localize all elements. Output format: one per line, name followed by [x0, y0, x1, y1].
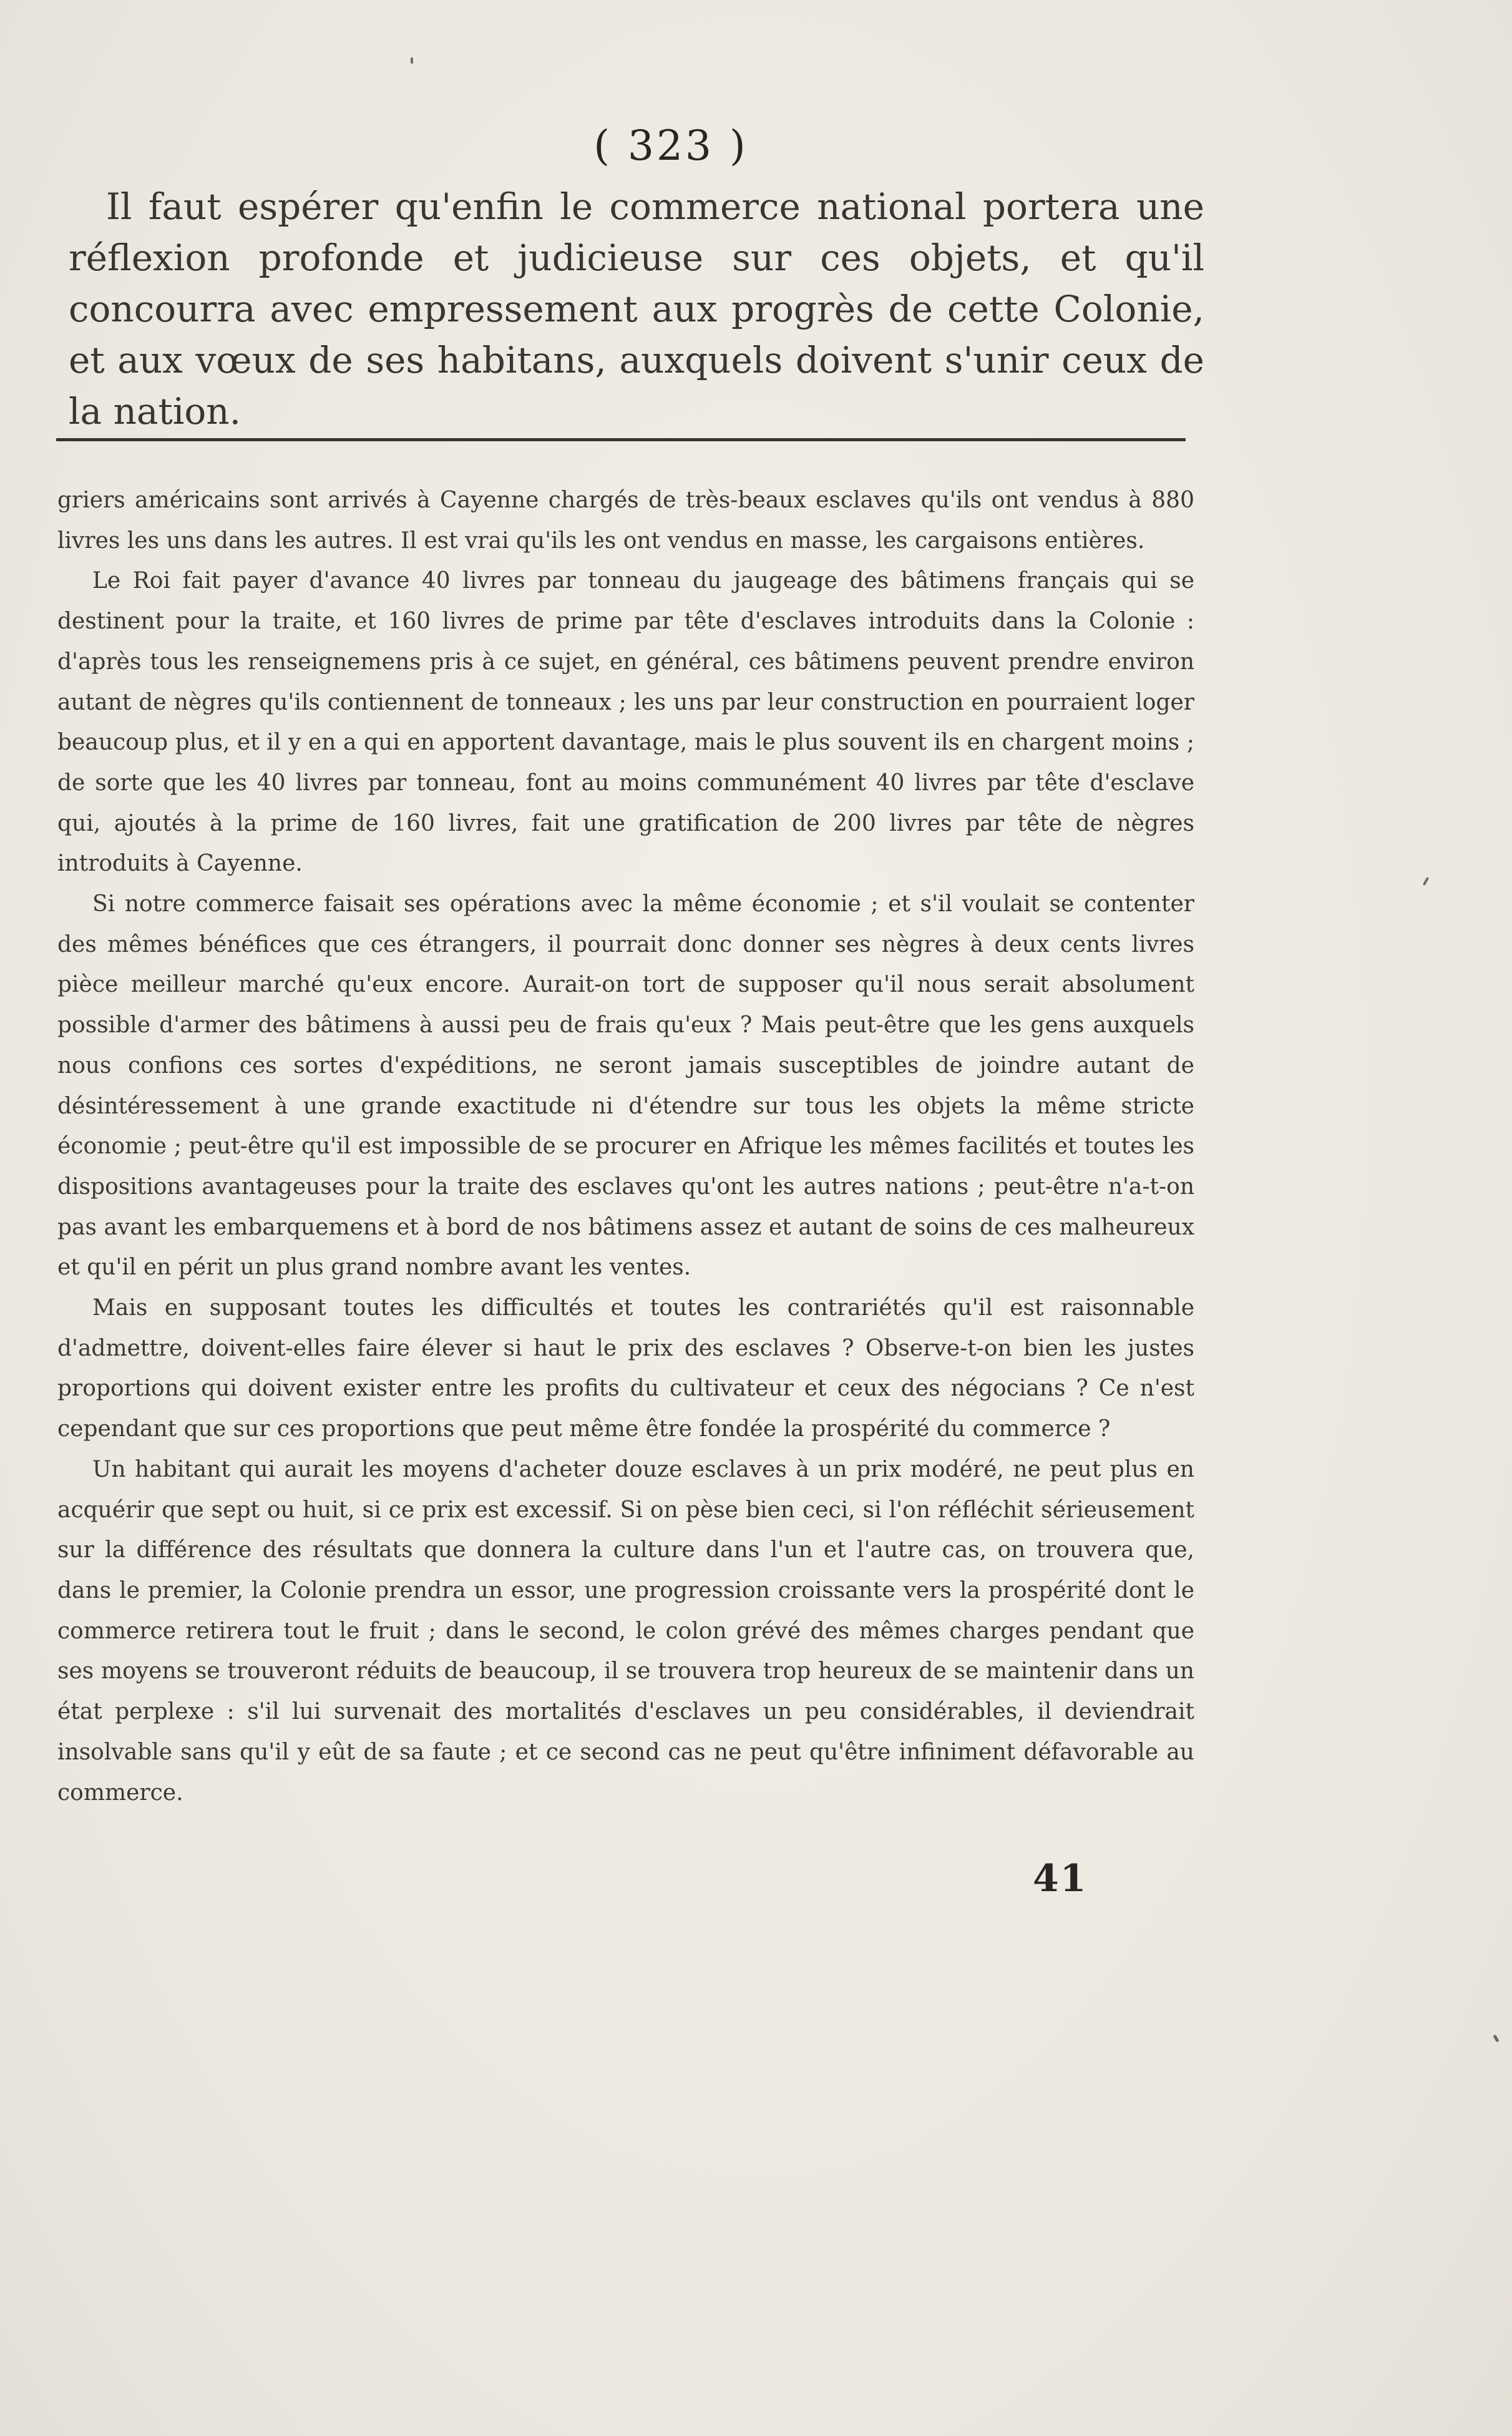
intro-paragraph: Il faut espérer qu'enfin le commerce national portera une réflexion profonde et judicieuse sur ces objets, et qu'il concourra avec empressement aux progrès de cette Colonie, et aux vœux de ses habitans, auxquels doivent s'unir ceux de la nation.	[69, 185, 1204, 433]
footnote-paragraph: Mais en supposant toutes les difficultés et toutes les contrariétés qu'il est raisonnable d'admettre, doivent-elles faire élever si haut le prix des esclaves ? Observe-t-on bien les justes proportions qui doivent exister entre les profits du cultivateur et ceux des négocians ? Ce n'est cependant que sur ces proportions que peut même être fondée la prospérité du commerce ?	[57, 1295, 1194, 1442]
footnote-paragraph: Le Roi fait payer d'avance 40 livres par tonneau du jaugeage des bâtimens français qui se destinent pour la traite, et 160 livres de prime par tête d'esclaves introduits dans la Colonie : d'après tous les renseignemens pris à ce sujet, en général, ces bâtimens peuvent prendre environ autant de nègres qu'ils contiennent de tonneaux ; les uns par leur construction en pourraient loger beaucoup plus, et il y en a qui en apportent davantage, mais le plus souvent ils en chargent moins ; de sorte que les 40 livres par tonneau, font au moins communément 40 livres par tête d'esclave qui, ajoutés à la prime de 160 livres, fait une gratification de 200 livres par tête de nègres introduits à Cayenne.	[57, 568, 1194, 877]
footnote-block	[57, 481, 1194, 1813]
footnote-paragraph: griers américains sont arrivés à Cayenne chargés de très-beaux esclaves qu'ils ont vendus à 880 livres les uns dans les autres. Il est vrai qu'ils les ont vendus en masse, les cargaisons entières.	[57, 487, 1194, 554]
stray-mark	[1493, 2035, 1499, 2043]
stray-mark	[1423, 877, 1429, 886]
footnote-paragraph: Si notre commerce faisait ses opérations avec la même économie ; et s'il voulait se contenter des mêmes bénéfices que ces étrangers, il pourrait donc donner ses nègres à deux cents livres pièce meilleur marché qu'eux encore. Aurait-on tort de supposer qu'il nous serait absolument possible d'armer des bâtimens à aussi peu de frais qu'eux ? Mais peut-être que les gens auxquels nous confions ces sortes d'expéditions, ne seront jamais susceptibles de joindre autant de désintéressement à une grande exactitude ni d'étendre sur tous les objets la même stricte économie ; peut-être qu'il est impossible de se procurer en Afrique les mêmes facilités et toutes les dispositions avantageuses pour la traite des esclaves qu'ont les autres nations ; peut-être n'a-t-on pas avant les embarquemens et à bord de nos bâtimens assez et autant de soins de ces malheureux et qu'il en périt un plus grand nombre avant les ventes.	[57, 891, 1194, 1281]
stray-mark	[411, 57, 413, 64]
page-number: ( 323 )	[593, 122, 748, 170]
signature-mark: 41	[1033, 1857, 1088, 1900]
footnote-paragraph: Un habitant qui aurait les moyens d'acheter douze esclaves à un prix modéré, ne peut plus en acquérir que sept ou huit, si ce prix est excessif. Si on pèse bien ceci, si l'on réfléchit sérieusement sur la différence des résultats que donnera la culture dans l'un et l'autre cas, on trouvera que, dans le premier, la Colonie prendra un essor, une progression croissante vers la prospérité dont le commerce retirera tout le fruit ; dans le second, le colon grévé des mêmes charges pendant que ses moyens se trouveront réduits de beaucoup, il se trouvera trop heureux de se maintenir dans un état perplexe : s'il lui survenait des mortalités d'esclaves un peu considérables, il deviendrait insolvable sans qu'il y eût de sa faute ; et ce second cas ne peut qu'être infiniment défavorable au commerce.	[57, 1456, 1194, 1806]
footnote-separator	[56, 438, 1186, 441]
